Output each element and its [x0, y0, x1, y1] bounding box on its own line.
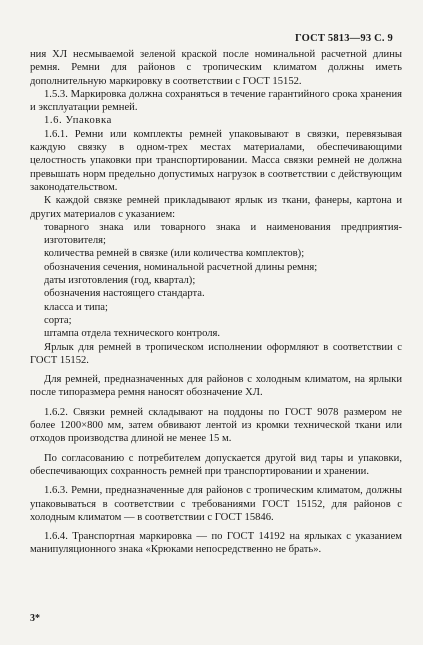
page-header: ГОСТ 5813—93 С. 9: [294, 33, 393, 44]
list-item: штампа отдела технического контроля.: [44, 328, 221, 340]
list-item: товарного знака или товарного знака и наименования предприятия-изготовителя;: [44, 221, 402, 247]
list-item: обозначения сечения, номинальной расчетной длины ремня;: [44, 261, 318, 273]
list-item: даты изготовления (год, квартал);: [44, 275, 196, 287]
list-item: количества ремней в связке (или количества комплектов);: [44, 248, 305, 260]
list-item: обозначения настоящего стандарта.: [44, 288, 205, 300]
paragraph: 1.6.2. Связки ремней складывают на поддоны по ГОСТ 9078 размером не более 1200×800 мм, затем обвивают лентой из кромки технической ткани или отходов производства длиной не менее 15 м.: [30, 406, 402, 445]
paragraph: Для ремней, предназначенных для районов с холодным климатом, на ярлыки после типоразмера ремня наносят обозначение ХЛ.: [30, 374, 402, 399]
paragraph: 1.6.3. Ремни, предназначенные для районов с тропическим климатом, должны упаковываться в соответствии с требованиями ГОСТ 15152, для районов с холодным климатом — в соответствии с ГОСТ 15846.: [30, 485, 402, 523]
paragraph: 1.6.1. Ремни или комплекты ремней упаковывают в связки, перевязывая каждую связку в одном-трех местах материалами, обеспечивающими целостность упаковки при транспортировании. Масса связки ремней не должна превышать норм предельно допустимых нагрузок в соответствии с действующим законодательством.: [30, 128, 402, 193]
list-item: класса и типа;: [44, 301, 108, 313]
document-body: [30, 48, 402, 557]
list-item: сорта;: [44, 314, 72, 326]
paragraph: По согласованию с потребителем допускается другой вид тары и упаковки, обеспечивающих сохранность ремней при транспортировании и хранении.: [30, 452, 402, 477]
page-footer-mark: 3*: [30, 613, 40, 624]
paragraph: ния ХЛ несмываемой зеленой краской после номинальной расчетной длины ремня. Ремни для районов с тропическим климатом должны иметь дополнительную маркировку в соответствии с ГОСТ 15152.: [30, 49, 402, 87]
paragraph: Ярлык для ремней в тропическом исполнении оформляют в соответствии с ГОСТ 15152.: [30, 341, 402, 366]
section-heading: 1.6. Упаковка: [44, 115, 112, 127]
paragraph: 1.5.3. Маркировка должна сохраняться в течение гарантийного срока хранения и эксплуатации ремней.: [30, 88, 402, 114]
paragraph: К каждой связке ремней прикладывают ярлык из ткани, фанеры, картона и других материалов с указанием:: [30, 195, 402, 220]
paragraph: 1.6.4. Транспортная маркировка — по ГОСТ 14192 на ярлыках с указанием манипуляционного знака «Крюками непосредственно не брать».: [30, 531, 402, 556]
